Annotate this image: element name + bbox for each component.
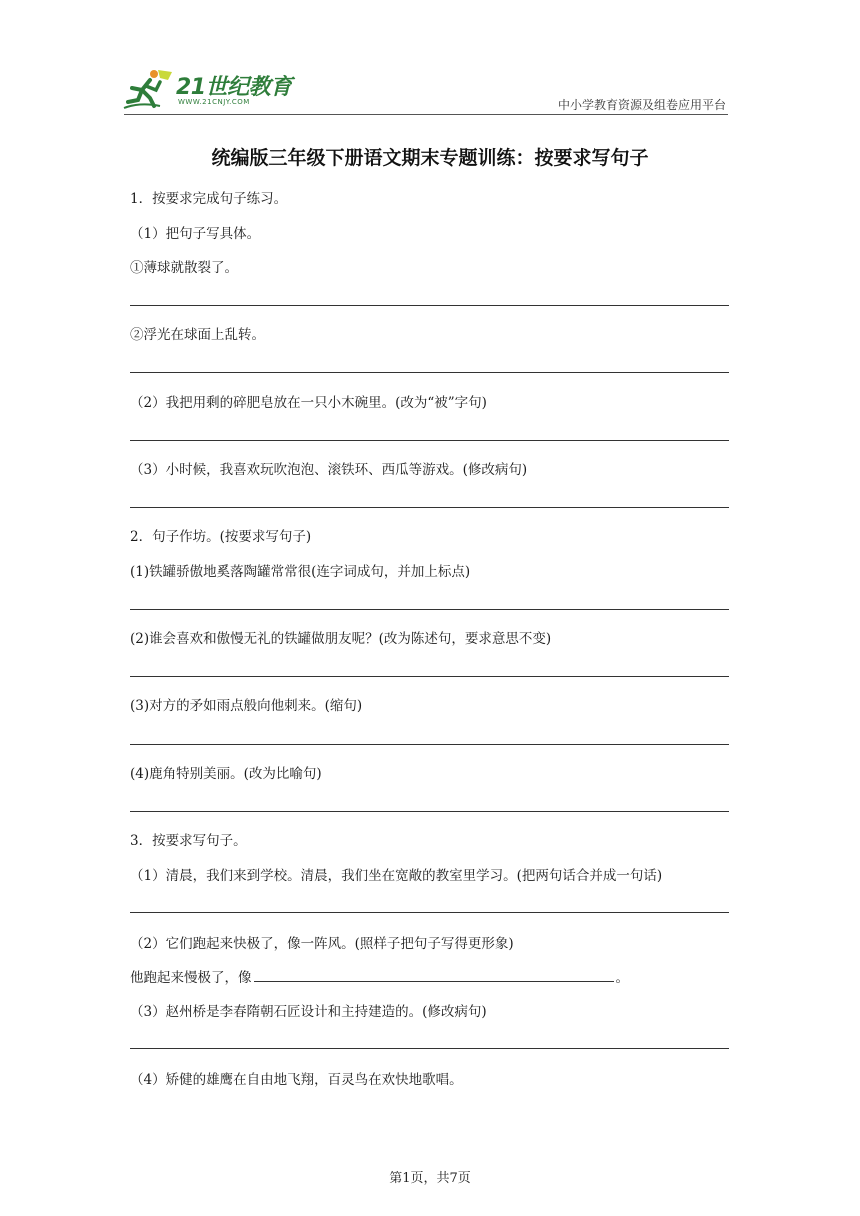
fill-blank[interactable]	[254, 967, 614, 982]
logo-url: WWW.21CNJY.COM	[178, 98, 250, 106]
question-3: 3．按要求写句子。	[130, 833, 247, 849]
answer-line[interactable]	[130, 305, 729, 306]
answer-line[interactable]	[130, 440, 729, 441]
answer-line[interactable]	[130, 507, 729, 508]
runner-icon	[120, 68, 180, 112]
question-2-3: (3)对方的矛如雨点般向他刺来。(缩句)	[130, 698, 363, 714]
fill-prefix: 他跑起来慢极了，像	[130, 970, 252, 986]
page-header	[124, 66, 728, 116]
page-title: 统编版三年级下册语文期末专题训练：按要求写句子	[211, 147, 649, 169]
fill-suffix: 。	[615, 970, 629, 986]
question-3-4: （4）矫健的雄鹰在自由地飞翔，百灵鸟在欢快地歌唱。	[130, 1072, 463, 1088]
question-1-1b: ②浮光在球面上乱转。	[130, 327, 265, 343]
question-2-4: (4)鹿角特别美丽。(改为比喻句)	[130, 766, 322, 782]
question-1-1a: ①薄球就散裂了。	[130, 260, 238, 276]
header-divider	[124, 114, 728, 115]
question-1-2: （2）我把用剩的碎肥皂放在一只小木碗里。(改为“被”字句)	[130, 395, 487, 411]
question-3-1: （1）清晨，我们来到学校。清晨，我们坐在宽敞的教室里学习。(把两句话合并成一句话)	[130, 868, 663, 884]
answer-line[interactable]	[130, 912, 729, 913]
answer-line[interactable]	[130, 676, 729, 677]
question-3-2: （2）它们跑起来快极了，像一阵风。(照样子把句子写得更形象)	[130, 936, 514, 952]
answer-line[interactable]	[130, 372, 729, 373]
question-1: 1．按要求完成句子练习。	[130, 191, 288, 207]
question-2: 2．句子作坊。(按要求写句子)	[130, 529, 312, 545]
answer-line[interactable]	[130, 811, 729, 812]
answer-line[interactable]	[130, 609, 729, 610]
platform-label: 中小学教育资源及组卷应用平台	[557, 98, 726, 112]
question-2-2: (2)谁会喜欢和傲慢无礼的铁罐做朋友呢？(改为陈述句，要求意思不变)	[130, 631, 552, 647]
logo-text: 21世纪教育	[176, 75, 292, 100]
answer-line[interactable]	[130, 744, 729, 745]
question-3-2-fill	[130, 966, 629, 986]
page-number: 第1页，共7页	[389, 1171, 471, 1186]
question-3-3: （3）赵州桥是李春隋朝石匠设计和主持建造的。(修改病句)	[130, 1004, 487, 1020]
question-2-1: (1)铁罐骄傲地奚落陶罐常常很(连字词成句，并加上标点)	[130, 564, 471, 580]
answer-line[interactable]	[130, 1048, 729, 1049]
logo	[124, 66, 294, 114]
question-1-3: （3）小时候，我喜欢玩吹泡泡、滚铁环、西瓜等游戏。(修改病句)	[130, 462, 528, 478]
question-1-1: （1）把句子写具体。	[130, 226, 261, 242]
